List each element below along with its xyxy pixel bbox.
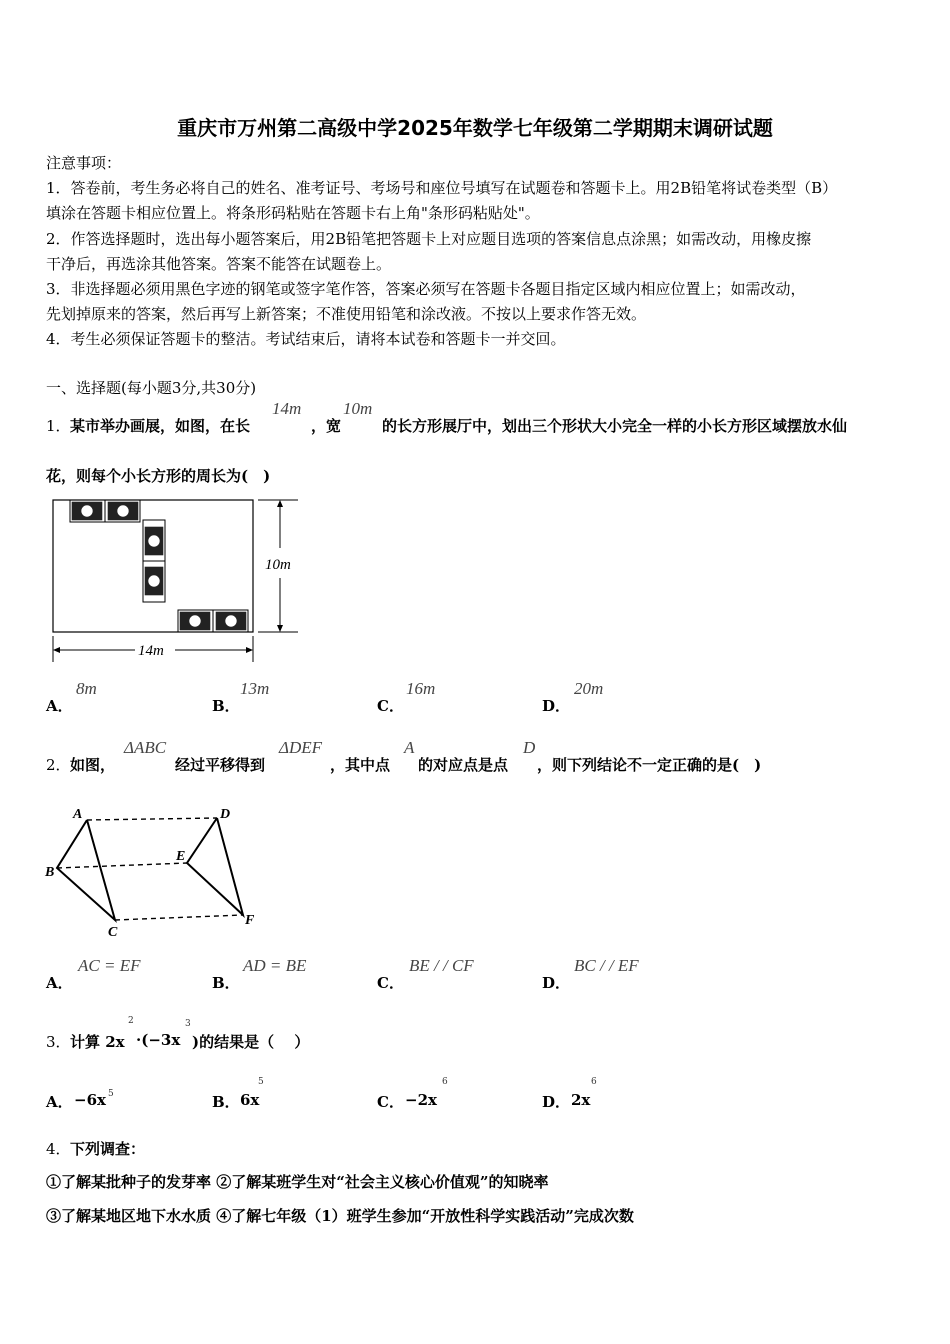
q1-option-a-label: A． bbox=[46, 697, 73, 715]
q3-option-a-exp: 5 bbox=[108, 1089, 114, 1099]
notice-line-4: 4．考生必须保证答题卡的整洁。考试结束后，请将本试卷和答题卡一并交回。 bbox=[46, 330, 566, 348]
notice-line-2b: 干净后，再选涂其他答案。答案不能答在试题卷上。 bbox=[46, 255, 392, 273]
q2-option-c-label: C． bbox=[377, 974, 404, 992]
q3-option-c-exp: 6 bbox=[442, 1077, 448, 1087]
q1-option-a-value: 8m bbox=[76, 679, 97, 698]
label-b: B bbox=[45, 865, 55, 880]
q2-option-b-label: B． bbox=[212, 974, 240, 992]
q3-option-a-label: A． bbox=[46, 1093, 73, 1111]
q3-text-3: )的结果是（ ） bbox=[192, 1033, 310, 1051]
q4-line-2: ③了解某地区地下水水质 ④了解七年级（1）班学生参加“开放性科学实践活动”完成次数 bbox=[46, 1207, 634, 1225]
q3-exp-1: 2 bbox=[128, 1016, 134, 1026]
notice-line-2a: 2．作答选择题时，选出每小题答案后，用2B铅笔把答题卡上对应题目选项的答案信息点涂黑；如需改动，用橡皮擦 bbox=[46, 230, 812, 248]
q1-option-b-value: 13m bbox=[240, 679, 270, 698]
q1-width: 10m bbox=[343, 399, 373, 418]
q2-figure bbox=[40, 800, 270, 940]
q3-option-b-value: 6x bbox=[240, 1091, 260, 1109]
q3-option-c-label: C． bbox=[377, 1093, 404, 1111]
label-f: F bbox=[245, 913, 255, 928]
q2-option-a-value: AC = EF bbox=[78, 956, 141, 975]
q1-text-3: 的长方形展厅中，划出三个形状大小完全一样的小长方形区域摆放水仙 bbox=[382, 417, 848, 435]
section-heading: 一、选择题(每小题3分,共30分) bbox=[46, 379, 257, 397]
q1-length: 14m bbox=[272, 399, 302, 418]
q2-text-1: 如图， bbox=[70, 756, 116, 774]
q2-option-c-value: BE / / CF bbox=[409, 956, 474, 975]
width-label: 14m bbox=[138, 643, 164, 659]
q1-option-d-value: 20m bbox=[574, 679, 604, 698]
triangle-abc bbox=[57, 820, 115, 920]
q2-text-2: 经过平移得到 bbox=[175, 756, 266, 774]
label-d: D bbox=[220, 807, 231, 822]
label-e: E bbox=[176, 849, 186, 864]
flower-icon bbox=[72, 502, 246, 630]
q1-figure bbox=[40, 490, 320, 672]
q3-option-d-label: D． bbox=[542, 1093, 571, 1111]
q2-option-d-value: BC / / EF bbox=[574, 956, 639, 975]
q2-option-b-value: AD = BE bbox=[243, 956, 307, 975]
q2-option-d-label: D． bbox=[542, 974, 571, 992]
notice-line-3b: 先划掉原来的答案，然后再写上新答案；不准使用铅笔和涂改液。不按以上要求作答无效。 bbox=[46, 305, 647, 323]
q1-option-c-label: C． bbox=[377, 697, 404, 715]
q2-text-4: 的对应点是点 bbox=[418, 756, 509, 774]
q3-option-d-value: 2x bbox=[571, 1091, 591, 1109]
height-label: 10m bbox=[265, 557, 291, 573]
q1-text-1: 某市举办画展，如图，在长 bbox=[70, 417, 251, 435]
q4-number: 4． bbox=[46, 1140, 71, 1158]
q2-text-3: ，其中点 bbox=[330, 756, 391, 774]
page-title: 重庆市万州第二高级中学2025年数学七年级第二学期期末调研试题 bbox=[177, 116, 773, 140]
notice-heading: 注意事项： bbox=[46, 154, 122, 172]
notice-line-1a: 1．答卷前，考生务必将自己的姓名、准考证号、考场号和座位号填写在试题卷和答题卡上。用2B铅笔将试卷类型（B） bbox=[46, 179, 838, 197]
q2-triangle-def: ΔDEF bbox=[279, 738, 323, 757]
q2-number: 2． bbox=[46, 756, 71, 774]
q2-point-a: A bbox=[404, 738, 415, 757]
q3-text-1: 计算 2x bbox=[70, 1033, 125, 1051]
q1-option-d-label: D． bbox=[542, 697, 571, 715]
q4-line-1: ①了解某批种子的发芽率 ②了解某班学生对“社会主义核心价值观”的知晓率 bbox=[46, 1173, 549, 1191]
q1-text-2: ，宽 bbox=[311, 417, 342, 435]
q2-point-d: D bbox=[523, 738, 536, 757]
triangle-def bbox=[187, 818, 243, 915]
q1-option-c-value: 16m bbox=[406, 679, 436, 698]
q3-option-c-value: −2x bbox=[405, 1091, 437, 1109]
q3-number: 3． bbox=[46, 1033, 71, 1051]
q1-number: 1． bbox=[46, 417, 71, 435]
notice-line-1b: 填涂在答题卡相应位置上。将条形码粘贴在答题卡右上角"条形码粘贴处"。 bbox=[46, 204, 540, 222]
q1-text-4: 花，则每个小长方形的周长为( ) bbox=[46, 467, 271, 485]
q3-option-b-label: B． bbox=[212, 1093, 240, 1111]
label-a: A bbox=[73, 807, 83, 822]
q3-option-d-exp: 6 bbox=[591, 1077, 597, 1087]
q3-exp-2: 3 bbox=[185, 1019, 191, 1029]
q3-text-2: ·(−3x bbox=[136, 1031, 181, 1049]
label-c: C bbox=[108, 925, 118, 940]
q3-option-b-exp: 5 bbox=[258, 1077, 264, 1087]
q3-option-a-value: −6x bbox=[74, 1091, 106, 1109]
q2-text-5: ，则下列结论不一定正确的是( ) bbox=[537, 756, 762, 774]
q4-text-1: 下列调查： bbox=[70, 1140, 146, 1158]
notice-line-3a: 3．非选择题必须用黑色字迹的钢笔或签字笔作答，答案必须写在答题卡各题目指定区域内相应位置上；如需改动， bbox=[46, 280, 806, 298]
q2-option-a-label: A． bbox=[46, 974, 73, 992]
q1-option-b-label: B． bbox=[212, 697, 240, 715]
q2-triangle-abc: ΔABC bbox=[124, 738, 167, 757]
